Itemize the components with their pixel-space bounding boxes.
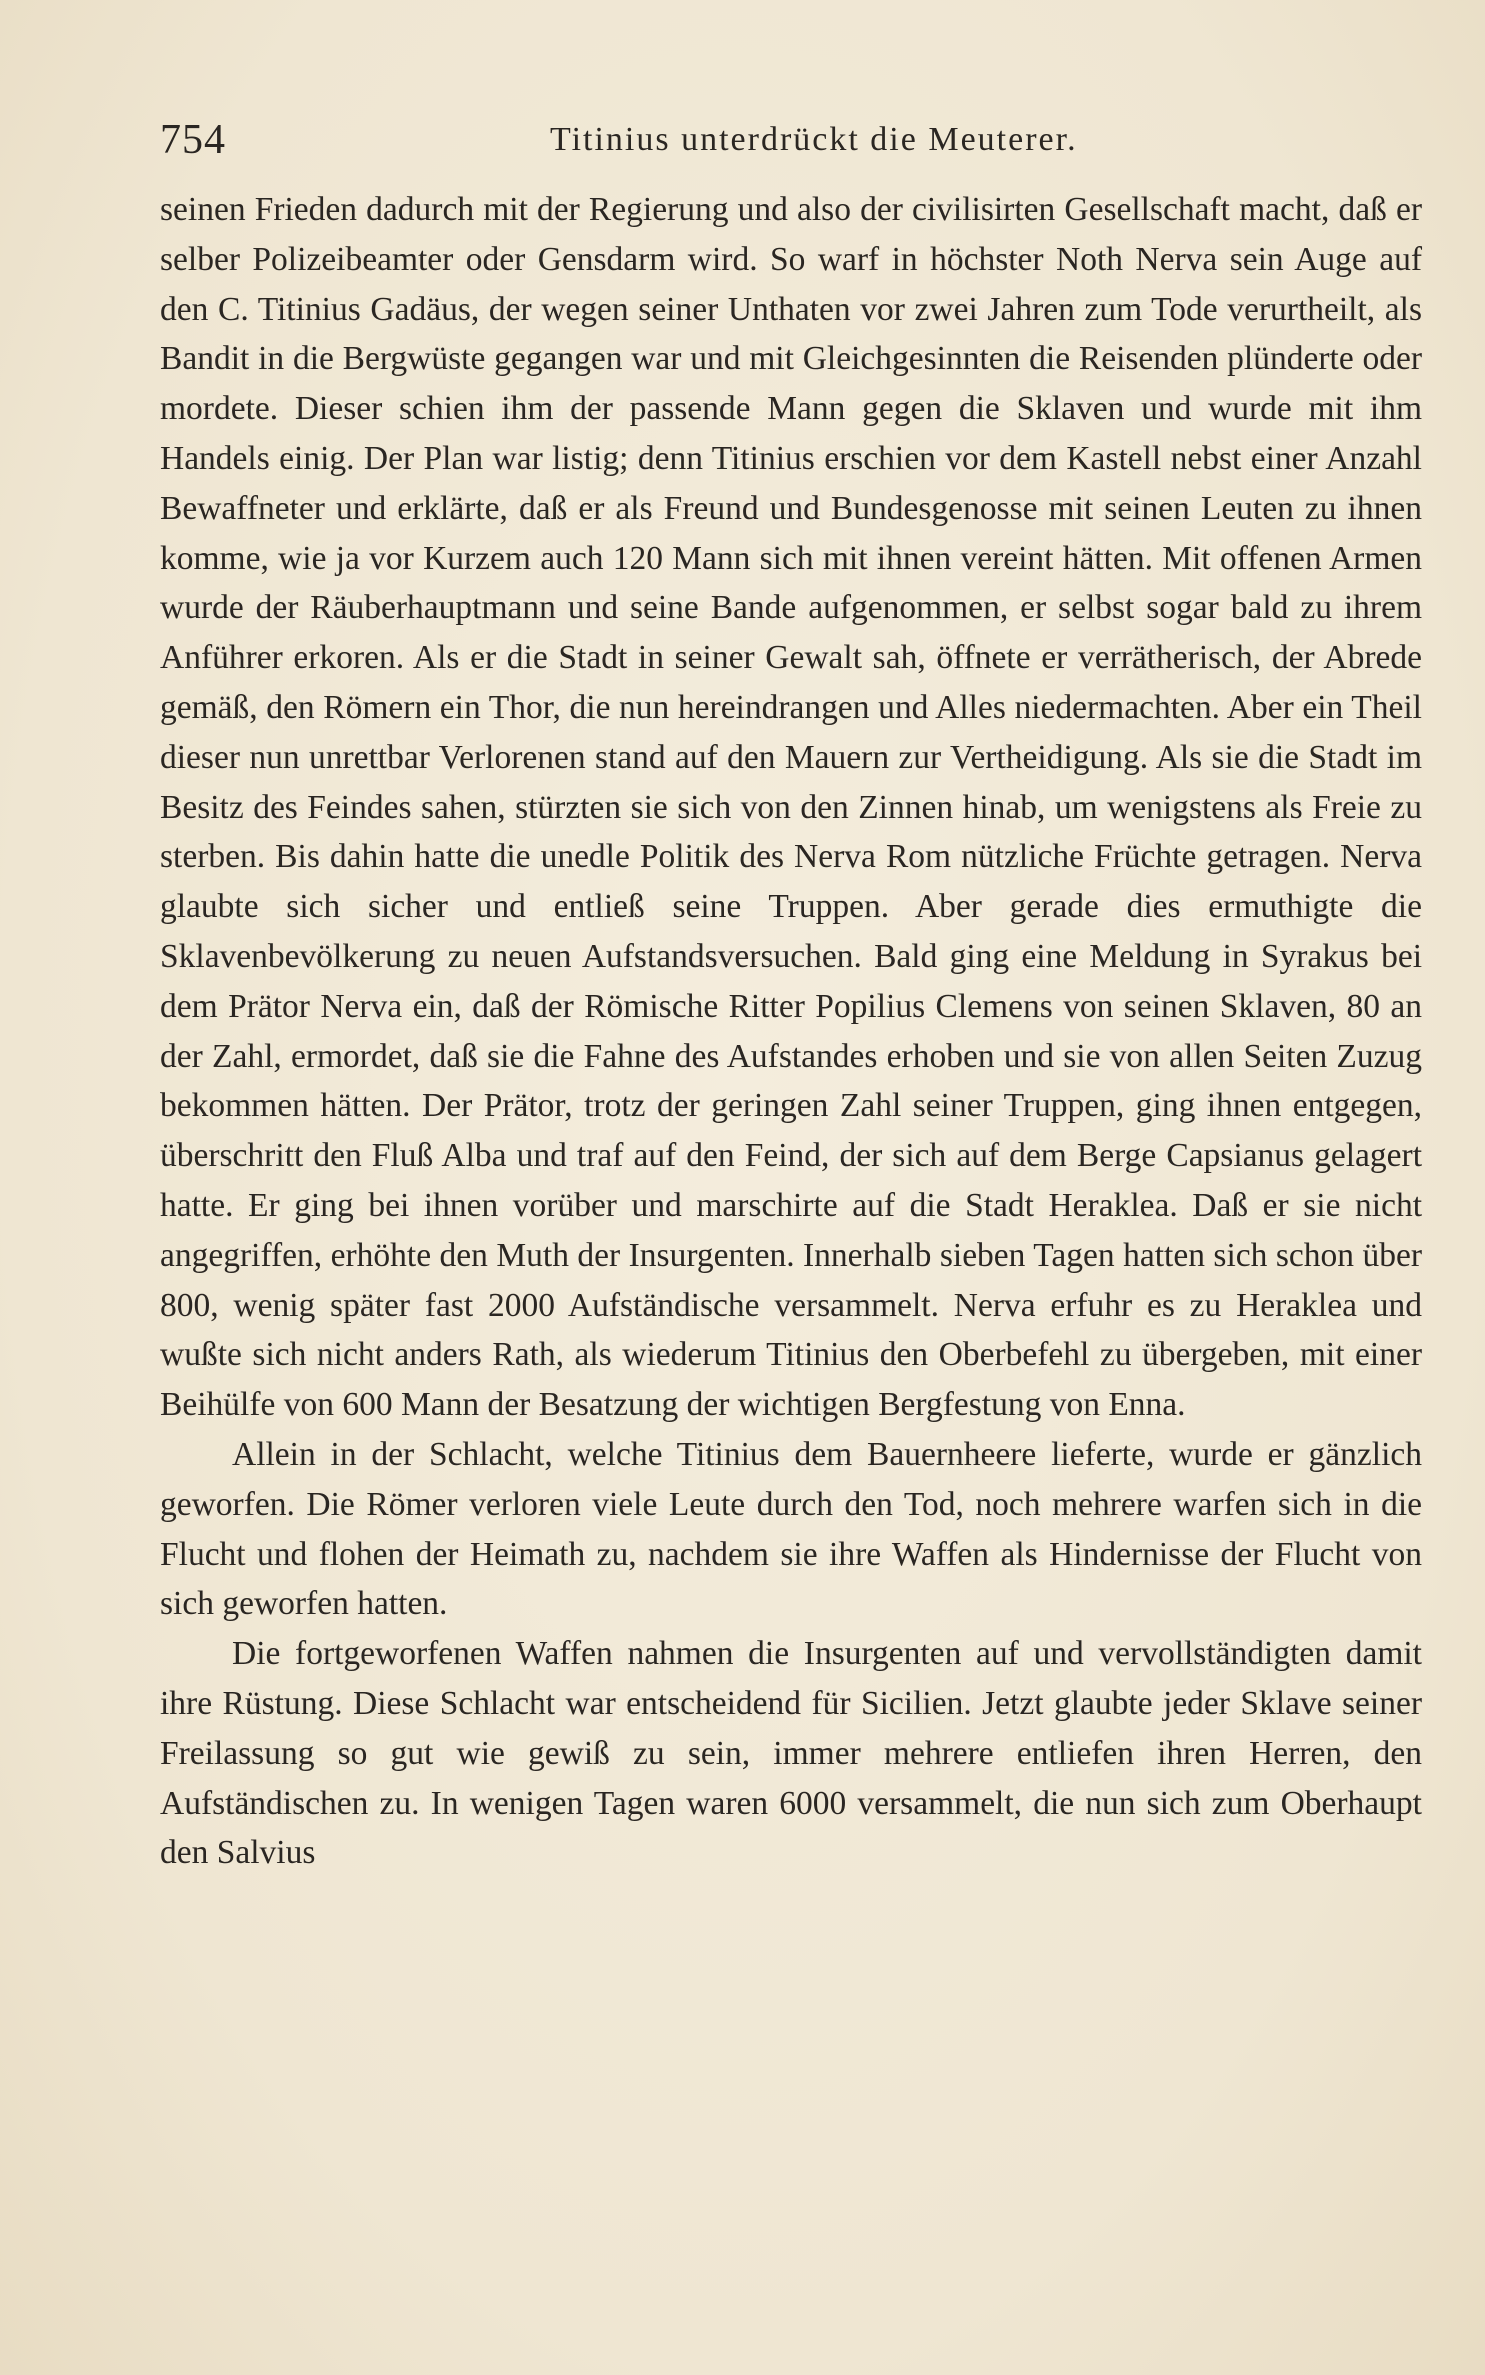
paragraph-2: Allein in der Schlacht, welche Titinius dem Bauernheere lieferte, wurde er gänzlich geworfen. Die Römer verloren viele Leute durch den Tod, noch mehrere warfen sich in die Flucht und flohen der Heimath zu, nachdem sie ihre Waffen als Hindernisse der Flucht von sich geworfen hatten. (160, 1435, 1422, 1623)
page-number: 754 (160, 117, 226, 163)
page-header (160, 110, 1425, 170)
paragraph-3: Die fortgeworfenen Waffen nahmen die Insurgenten auf und vervollständigten damit ihre Rüstung. Diese Schlacht war entscheidend für Sicilien. Jetzt glaubte jeder Sklave seiner Freilassung so gut wie gewiß zu sein, immer mehrere entliefen ihren Herren, den Aufständischen zu. In wenigen Tagen waren 6000 versammelt, die nun sich zum Oberhaupt den Salvius (160, 1635, 1422, 1872)
running-head: Titinius unterdrückt die Meuterer. (550, 121, 1078, 158)
body-text (160, 185, 1422, 1878)
paragraph-1: seinen Frieden dadurch mit der Regierung und also der civilisirten Gesellschaft macht, daß er selber Polizeibeamter oder Gensdarm wird. So warf in höchster Noth Nerva sein Auge auf den C. Titinius Gadäus, der wegen seiner Unthaten vor zwei Jahren zum Tode verurtheilt, als Bandit in die Bergwüste gegangen war und mit Gleichgesinnten die Reisenden plünderte oder mordete. Dieser schien ihm der passende Mann gegen die Sklaven und wurde mit ihm Handels einig. Der Plan war listig; denn Titinius erschien vor dem Kastell nebst einer Anzahl Bewaffneter und erklärte, daß er als Freund und Bundesgenosse mit seinen Leuten zu ihnen komme, wie ja vor Kurzem auch 120 Mann sich mit ihnen vereint hätten. Mit offenen Armen wurde der Räuberhauptmann und seine Bande aufgenommen, er selbst sogar bald zu ihrem Anführer erkoren. Als er die Stadt in seiner Gewalt sah, öffnete er verrätherisch, der Abrede gemäß, den Römern ein Thor, die nun hereindrangen und Alles niedermachten. Aber ein Theil dieser nun unrettbar Verlorenen stand auf den Mauern zur Vertheidigung. Als sie die Stadt im Besitz des Feindes sahen, stürzten sie sich von den Zinnen hinab, um wenigstens als Freie zu sterben. Bis dahin hatte die unedle Politik des Nerva Rom nützliche Früchte getragen. Nerva glaubte sich sicher und entließ seine Truppen. Aber gerade dies ermuthigte die Sklavenbevölkerung zu neuen Aufstandsversuchen. Bald ging eine Meldung in Syrakus bei dem Prätor Nerva ein, daß der Römische Ritter Popilius Clemens von seinen Sklaven, 80 an der Zahl, ermordet, daß sie die Fahne des Aufstandes erhoben und sie von allen Seiten Zuzug bekommen hätten. Der Prätor, trotz der geringen Zahl seiner Truppen, ging ihnen entgegen, überschritt den Fluß Alba und traf auf den Feind, der sich auf dem Berge Capsianus gelagert hatte. Er ging bei ihnen vorüber und marschirte auf die Stadt Heraklea. Daß er sie nicht angegriffen, erhöhte den Muth der Insurgenten. Innerhalb sieben Tagen hatten sich schon über 800, wenig später fast 2000 Aufständische versammelt. Nerva erfuhr es zu Heraklea und wußte sich nicht anders Rath, als wiederum Titinius den Oberbefehl zu übergeben, mit einer Beihülfe von 600 Mann der Besatzung der wichtigen Bergfestung von Enna. (160, 191, 1422, 1424)
